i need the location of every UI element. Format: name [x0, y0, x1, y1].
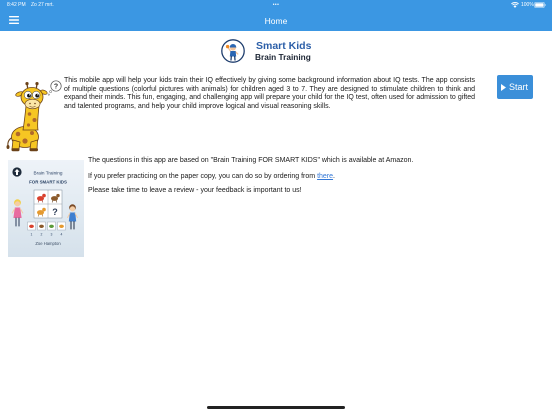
- answer-option-1: [28, 222, 36, 230]
- answer-option-4: [58, 222, 66, 230]
- book-cover-title: Brain Training: [33, 170, 63, 176]
- intro-description: This mobile app will help your kids train their IQ effectively by giving some background information about IQ tests. The app consists of multiple questions (colorful pictures with animals) for children aged 3 to 7. They are designed to stimulate children to think and expand their minds. This fun, engaging, and challenging app will prepare your child for the IQ test, often used for admission to gifted and talented programs, and help your child improve logical and visual reasoning skills.: [64, 77, 475, 111]
- page-title: Home: [264, 16, 288, 26]
- thought-bubble: [48, 81, 61, 96]
- logo-subtitle: Brain Training: [255, 51, 311, 62]
- smart-kids-logo-icon: [221, 39, 245, 63]
- order-text-suffix: .: [333, 172, 335, 180]
- battery-percent: 100%: [521, 1, 534, 8]
- book-cover-author: Zoe Hampton: [35, 241, 61, 246]
- book-cover-subtitle: FOR SMART KIDS: [29, 179, 67, 185]
- arrow-up-icon: [12, 167, 21, 176]
- answer-label-1: 1: [30, 232, 33, 237]
- status-time: 8:42 PM: [7, 1, 26, 8]
- order-text-prefix: If you prefer practicing on the paper copy, you can do so by ordering from: [88, 172, 318, 180]
- answer-option-2: [38, 222, 46, 230]
- start-button[interactable]: [497, 75, 533, 99]
- answer-label-3: 3: [50, 232, 53, 237]
- answer-label-2: 2: [40, 232, 43, 237]
- answer-option-3: [48, 222, 56, 230]
- book-cover-image: [8, 160, 84, 257]
- status-date: Zo 27 mrt.: [31, 1, 54, 8]
- giraffe-body: [12, 106, 40, 151]
- puzzle-grid: [34, 190, 62, 218]
- start-button-label: Start: [509, 82, 529, 92]
- book-source-text: The questions in this app are based on "Brain Training FOR SMART KIDS" which is available at Amazon.: [88, 156, 414, 164]
- wifi-icon: [511, 2, 519, 8]
- navigation-bar: [0, 0, 552, 31]
- multitasking-dots[interactable]: •••: [272, 1, 280, 8]
- puzzle-question-mark: ?: [52, 206, 58, 217]
- play-icon: [501, 84, 506, 91]
- home-indicator-bar[interactable]: [207, 406, 345, 409]
- logo-title: Smart Kids: [256, 40, 312, 52]
- answer-label-4: 4: [60, 232, 63, 237]
- battery-icon: [534, 2, 546, 8]
- order-link[interactable]: there: [317, 172, 334, 180]
- order-text: [88, 172, 335, 181]
- giraffe-illustration: [4, 80, 62, 152]
- thought-bubble-question-mark: ?: [53, 83, 59, 91]
- review-request-text: Please take time to leave a review - your feedback is important to us!: [88, 186, 302, 194]
